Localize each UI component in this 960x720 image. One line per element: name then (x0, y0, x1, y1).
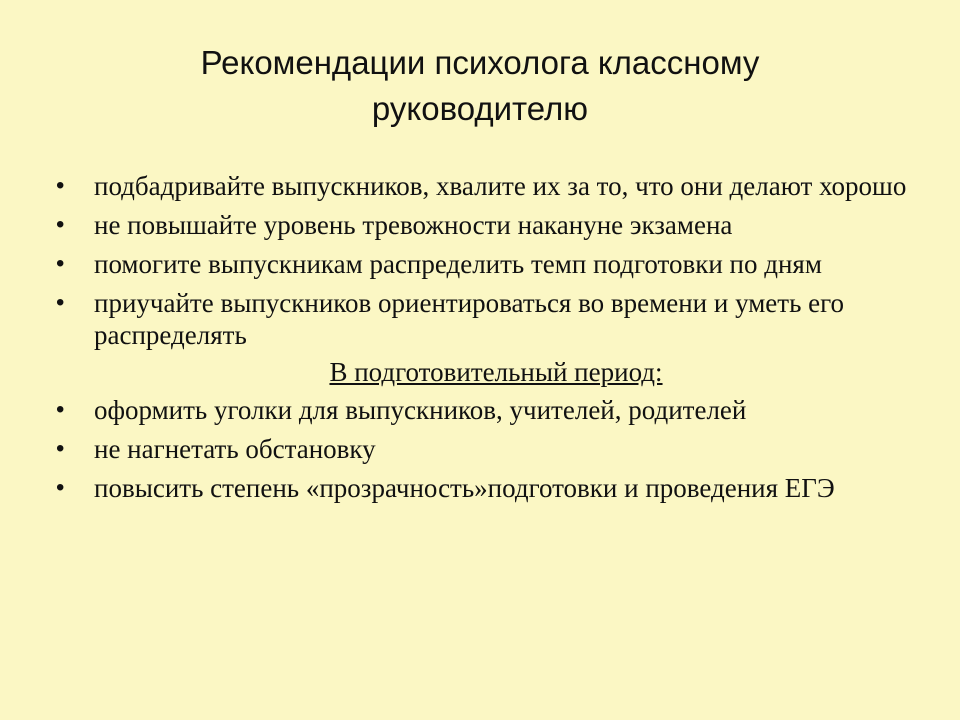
title-line-2: руководителю (371, 90, 589, 127)
bullet-icon: • (56, 289, 65, 316)
list-item (56, 287, 936, 351)
bullet-icon: • (56, 211, 65, 238)
bullet-icon: • (56, 396, 65, 423)
list-item (56, 472, 936, 504)
list-item-text: подбадривайте выпускников, хвалите их за то, что они делают хорошо (94, 171, 907, 201)
slide-content (56, 170, 936, 511)
list-item (56, 433, 936, 465)
title-line-1: Рекомендации психолога классному (200, 44, 760, 81)
bullet-icon: • (56, 435, 65, 462)
bullet-icon: • (56, 250, 65, 277)
list-item-text: повысить степень «прозрачность»подготовки и проведения ЕГЭ (94, 473, 835, 503)
section-subheading: В подготовительный период: (329, 357, 663, 387)
recommendations-list (56, 170, 936, 351)
page-title (0, 40, 960, 132)
list-item (56, 170, 936, 202)
list-item-text: помогите выпускникам распределить темп подготовки по дням (94, 249, 822, 279)
list-item-text: приучайте выпускников ориентироваться во времени и уметь его распределять (94, 288, 845, 350)
list-item (56, 209, 936, 241)
list-item (56, 394, 936, 426)
list-item-text: не повышайте уровень тревожности накануне экзамена (94, 210, 733, 240)
list-item-text: не нагнетать обстановку (94, 434, 376, 464)
list-item (56, 248, 936, 280)
bullet-icon: • (56, 172, 65, 199)
preparation-list (56, 394, 936, 504)
list-item-text: оформить уголки для выпускников, учителей, родителей (94, 395, 747, 425)
bullet-icon: • (56, 474, 65, 501)
